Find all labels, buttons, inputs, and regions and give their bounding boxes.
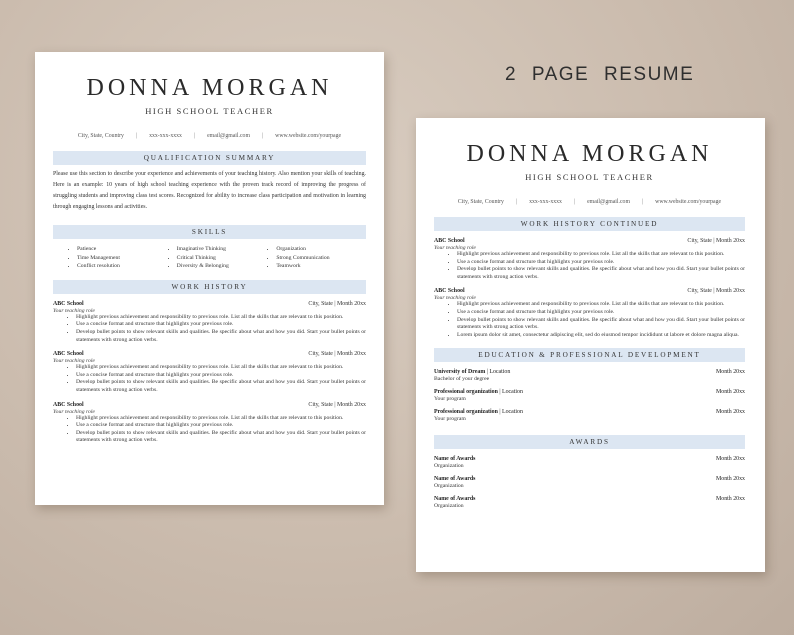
education-title: University of Dream — [434, 369, 486, 376]
award-title: Name of Awards — [434, 456, 476, 463]
job-bullet: • Highlight previous achievement and responsibility to previous role. List all the skills that are relevant to this position. — [457, 301, 745, 309]
resume-page-1 — [35, 52, 384, 505]
job-bullet: • Use a concise format and structure that highlights your previous role. — [76, 422, 366, 430]
contact-website: www.website.com/yourpage — [655, 199, 722, 205]
job-role: Your teaching role — [53, 307, 95, 314]
job-role: Your teaching role — [53, 358, 95, 365]
job-role: Your teaching role — [434, 295, 476, 302]
award-entry — [434, 496, 745, 509]
job-bullet: • Lorem ipsum dolor sit amet, consectetur adipiscing elit, sed do eiusmod tempor incididunt ut labore et dolore magna aliqua. — [457, 332, 745, 340]
job-entry — [53, 301, 366, 344]
job-organization: ABC School — [434, 238, 465, 244]
job-bullet: • Develop bullet points to show relevant skills and qualities. Be specific about what and how you did. Start your bullet points or statements with strong action verbs. — [76, 430, 366, 445]
award-organization: Organization — [434, 503, 464, 510]
headline: 2 PAGE RESUME — [505, 64, 695, 85]
education-date: Month 20xx — [716, 409, 745, 416]
award-entry — [434, 456, 745, 469]
education-title: Professional organization — [434, 389, 498, 396]
job-entry — [434, 238, 745, 281]
job-organization: ABC School — [53, 401, 84, 408]
contact-location: City, State, Country — [457, 199, 504, 205]
contact-phone: xxx-xxx-xxxx — [529, 199, 562, 205]
contact-separator: | — [573, 199, 576, 205]
job-organization: ABC School — [53, 300, 84, 307]
job-location-date: City, State | Month 20xx — [687, 238, 745, 244]
education-date: Month 20xx — [716, 389, 745, 396]
job-bullet: • Use a concise format and structure that highlights your previous role. — [457, 259, 745, 267]
contact-separator: | — [135, 133, 138, 139]
education-detail: Your program — [434, 416, 466, 423]
job-entry — [53, 351, 366, 394]
job-bullet: • Use a concise format and structure that highlights your previous role. — [457, 309, 745, 317]
section-header-awards: AWARDS — [434, 435, 745, 449]
contact-website: www.website.com/yourpage — [275, 133, 342, 139]
education-location: | Location — [485, 369, 511, 376]
award-title: Name of Awards — [434, 496, 476, 503]
section-header-summary: QUALIFICATION SUMMARY — [53, 151, 366, 165]
contact-email: email@gmail.com — [207, 133, 250, 139]
contact-line — [53, 133, 366, 139]
job-bullet: • Use a concise format and structure that highlights your previous role. — [76, 372, 366, 380]
job-organization: ABC School — [53, 351, 84, 358]
education-detail: Your program — [434, 396, 466, 403]
section-header-education: EDUCATION & PROFESSIONAL DEVELOPMENT — [434, 348, 745, 362]
contact-location: City, State, Country — [77, 133, 124, 139]
resume-page-2 — [416, 118, 765, 572]
resume-role: HIGH SCHOOL TEACHER — [525, 172, 654, 182]
education-detail: Bachelor of your degree — [434, 376, 490, 383]
job-location-date: City, State | Month 20xx — [687, 288, 745, 295]
contact-separator: | — [193, 133, 196, 139]
award-organization: Organization — [434, 463, 464, 470]
contact-phone: xxx-xxx-xxxx — [149, 133, 182, 139]
job-organization: ABC School — [434, 288, 465, 295]
education-entry — [434, 409, 745, 422]
job-location-date: City, State | Month 20xx — [308, 401, 366, 408]
job-bullet: • Highlight previous achievement and responsibility to previous role. List all the skills that are relevant to this position. — [76, 364, 366, 372]
education-date: Month 20xx — [716, 369, 745, 376]
job-entry — [53, 402, 366, 445]
skill-item: • Patience — [77, 245, 167, 254]
education-entry — [434, 369, 745, 382]
skill-item: • Time Management — [77, 254, 167, 263]
resume-name: DONNA MORGAN — [466, 141, 713, 167]
summary-text: Please use this section to describe your experience and achievements of your teaching history. Also mention your skills of teaching. Here is an example: 10 years of high school teaching experience with the proven track record of improving the progress of struggling students and improving class test scores. Recognized for ability to increase class participation and motivation in learning through engaging lessons and activities. — [53, 171, 366, 210]
job-bullet: • Develop bullet points to show relevant skills and qualities. Be specific about what and how you did. Start your bullet points or statements with strong action verbs. — [76, 329, 366, 344]
job-bullet: • Highlight previous achievement and responsibility to previous role. List all the skills that are relevant to this position. — [457, 251, 745, 259]
award-date: Month 20xx — [716, 496, 745, 503]
skill-item: • Strong Communication — [276, 254, 366, 263]
skill-item: • Diversity & Belonging — [177, 262, 267, 271]
skills-column — [67, 245, 167, 271]
section-header-skills: SKILLS — [53, 225, 366, 239]
contact-separator: | — [261, 133, 264, 139]
contact-separator: | — [515, 199, 518, 205]
contact-separator: | — [641, 199, 644, 205]
resume-name: DONNA MORGAN — [86, 75, 333, 101]
job-bullet: • Develop bullet points to show relevant skills and qualities. Be specific about what and how you did. Start your bullet points or statements with strong action verbs. — [457, 266, 745, 281]
education-entry — [434, 389, 745, 402]
job-location-date: City, State | Month 20xx — [308, 300, 366, 307]
skill-item: • Critical Thinking — [177, 254, 267, 263]
education-title: Professional organization — [434, 409, 498, 416]
skill-item: • Imaginative Thinking — [177, 245, 267, 254]
section-header-work-history-continued: WORK HISTORY CONTINUED — [434, 217, 745, 231]
job-role: Your teaching role — [53, 408, 95, 415]
section-header-work-history: WORK HISTORY — [53, 280, 366, 294]
skills-column — [167, 245, 267, 271]
job-bullet: • Develop bullet points to show relevant skills and qualities. Be specific about what and how you did. Start your bullet points or statements with strong action verbs. — [457, 317, 745, 332]
education-location: | Location — [497, 389, 523, 396]
skills-column — [266, 245, 366, 271]
education-location: | Location — [497, 409, 523, 416]
job-bullet: • Develop bullet points to show relevant skills and qualities. Be specific about what and how you did. Start your bullet points or statements with strong action verbs. — [76, 379, 366, 394]
skill-item: • Conflict resolution — [77, 262, 167, 271]
job-bullet: • Use a concise format and structure that highlights your previous role. — [76, 321, 366, 329]
job-entry — [434, 288, 745, 339]
award-entry — [434, 476, 745, 489]
contact-line — [434, 199, 745, 205]
job-bullet: • Highlight previous achievement and responsibility to previous role. List all the skills that are relevant to this position. — [76, 314, 366, 322]
skills-grid — [67, 245, 366, 271]
award-date: Month 20xx — [716, 456, 745, 463]
award-organization: Organization — [434, 483, 464, 490]
resume-role: HIGH SCHOOL TEACHER — [145, 106, 274, 116]
job-role: Your teaching role — [434, 245, 476, 251]
job-bullet: • Highlight previous achievement and responsibility to previous role. List all the skills that are relevant to this position. — [76, 415, 366, 423]
skill-item: • Organization — [276, 245, 366, 254]
skill-item: • Teamwork — [276, 262, 366, 271]
contact-email: email@gmail.com — [587, 199, 630, 205]
job-location-date: City, State | Month 20xx — [308, 351, 366, 358]
award-date: Month 20xx — [716, 476, 745, 483]
award-title: Name of Awards — [434, 476, 476, 483]
